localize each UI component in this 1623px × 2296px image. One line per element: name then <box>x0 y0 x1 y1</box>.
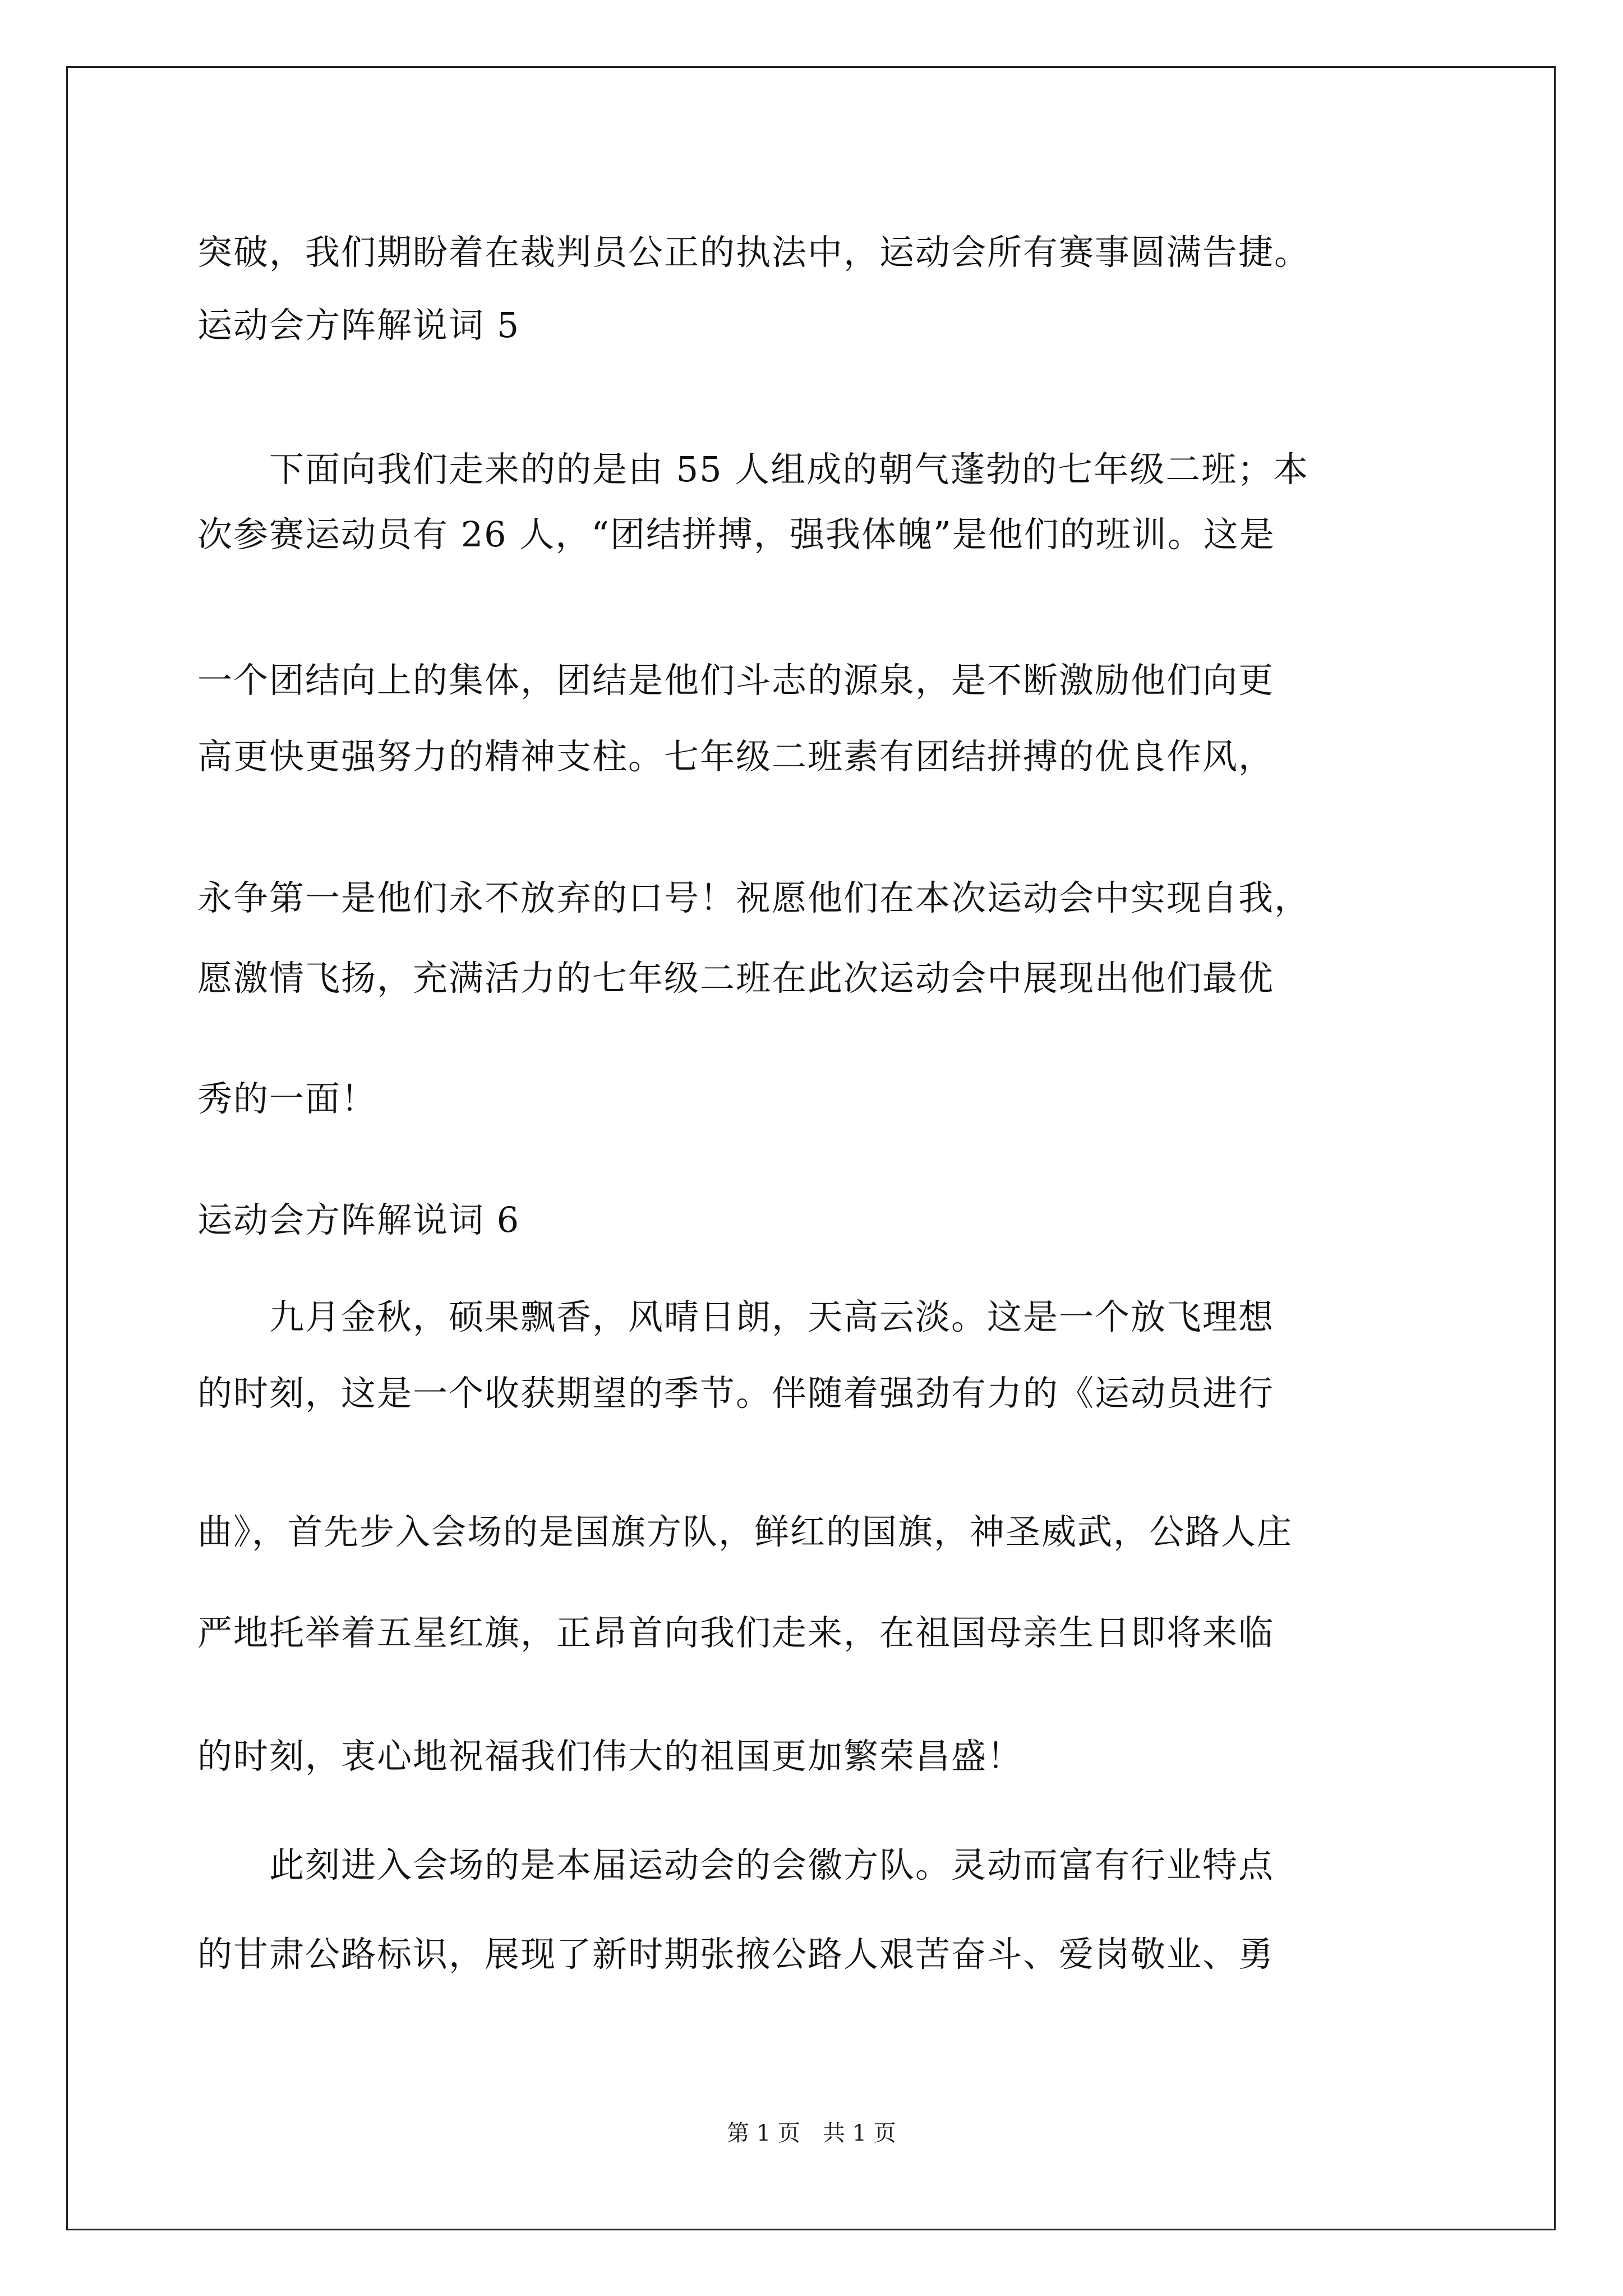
body-line: 的甘肃公路标识，展现了新时期张掖公路人艰苦奋斗、爱岗敬业、勇 <box>197 1934 1275 1975</box>
body-line: 突破，我们期盼着在裁判员公正的执法中，运动会所有赛事圆满告捷。 <box>197 232 1311 273</box>
body-line: 此刻进入会场的是本届运动会的会徽方队。灵动而富有行业特点 <box>197 1844 1275 1885</box>
body-line: 一个团结向上的集体，团结是他们斗志的源泉，是不断激励他们向更 <box>197 660 1275 701</box>
section-heading: 运动会方阵解说词 6 <box>197 1199 520 1240</box>
body-line: 下面向我们走来的的是由 55 人组成的朝气蓬勃的七年级二班；本 <box>197 449 1310 490</box>
body-line: 永争第一是他们永不放弃的口号！祝愿他们在本次运动会中实现自我， <box>197 877 1311 918</box>
body-line: 次参赛运动员有 26 人，“团结拼搏，强我体魄”是他们的班训。这是 <box>197 514 1275 555</box>
body-line: 曲》，首先步入会场的是国旗方队，鲜红的国旗，神圣威武，公路人庄 <box>197 1511 1293 1552</box>
body-line: 愿激情飞扬，充满活力的七年级二班在此次运动会中展现出他们最优 <box>197 958 1275 999</box>
body-line: 秀的一面！ <box>197 1078 377 1119</box>
body-line: 的时刻，衷心地祝福我们伟大的祖国更加繁荣昌盛！ <box>197 1736 1023 1777</box>
page-border <box>66 66 1556 2230</box>
body-line: 的时刻，这是一个收获期望的季节。伴随着强劲有力的《运动员进行 <box>197 1373 1275 1414</box>
section-heading: 运动会方阵解说词 5 <box>197 305 520 346</box>
body-line: 高更快更强努力的精神支柱。七年级二班素有团结拼搏的优良作风， <box>197 736 1275 777</box>
body-line: 九月金秋，硕果飘香，风晴日朗，天高云淡。这是一个放飞理想 <box>197 1296 1275 1337</box>
page-footer: 第 1 页 共 1 页 <box>727 2120 896 2146</box>
body-line: 严地托举着五星红旗，正昂首向我们走来，在祖国母亲生日即将来临 <box>197 1612 1275 1653</box>
